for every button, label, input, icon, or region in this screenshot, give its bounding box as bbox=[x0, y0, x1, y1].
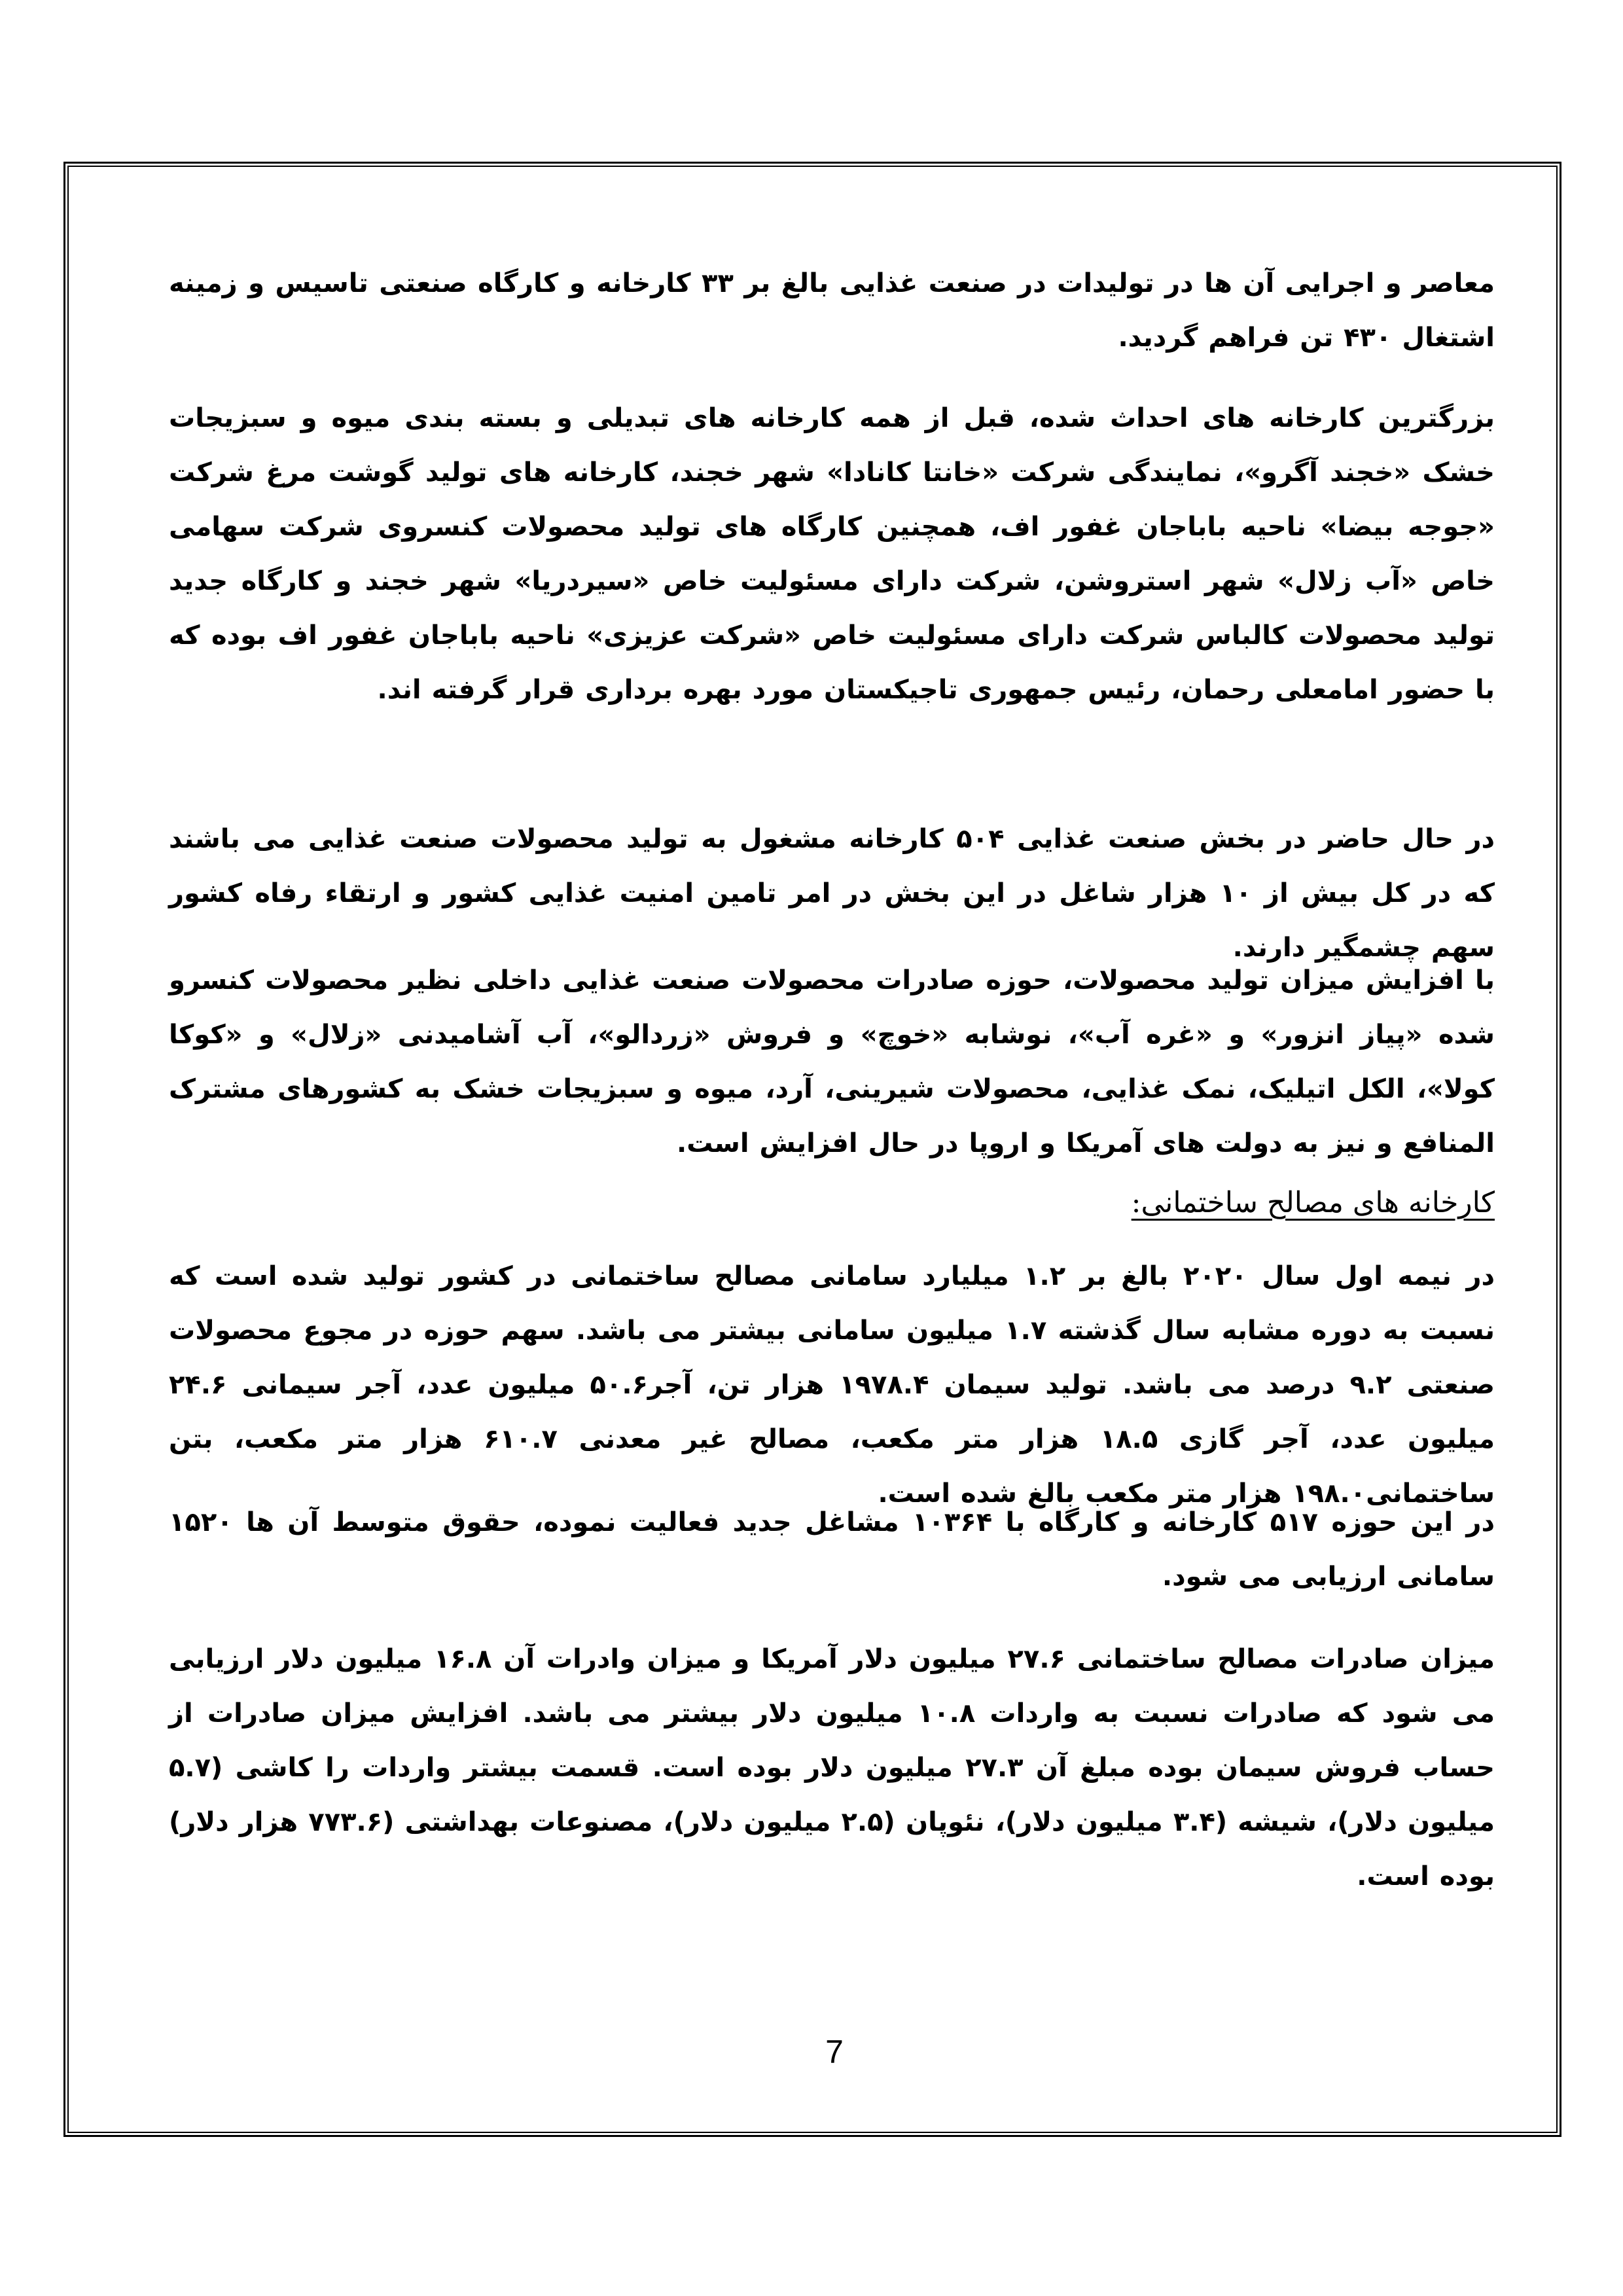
paragraph-current-food-sector: در حال حاضر در بخش صنعت غذایی ۵۰۴ کارخانه مشغول به تولید محصولات صنعت غذایی می باشند که در کل بیش از ۱۰ هزار شاغل در این بخش در امر تامین امنیت غذایی کشور و ارتقاء رفاه کشور سهم چشمگیر دارند. bbox=[169, 824, 1495, 963]
section-heading-building-materials: کارخانه های مصالح ساختمانی: bbox=[1131, 1186, 1495, 1219]
paragraph-food-industry-employment: معاصر و اجرایی آن ها در تولیدات در صنعت غذایی بالغ بر ۳۳ کارخانه و کارگاه صنعتی تاسیس و زمینه اشتغال ۴۳۰ تن فراهم گردید. bbox=[169, 268, 1495, 353]
paragraph-building-materials-employment: در این حوزه ۵۱۷ کارخانه و کارگاه با ۱۰۳۶۴ مشاغل جدید فعالیت نموده، حقوق متوسط آن ها ۱۵۲۰ سامانی ارزیابی می شود. bbox=[169, 1507, 1495, 1592]
paragraph-largest-factories: بزرگترین کارخانه های احداث شده، قبل از همه کارخانه های تبدیلی و بسته بندی میوه و سبزیجات خشک «خجند آگرو»، نمایندگی شرکت «خانتا کانادا» شهر خجند، کارخانه های تولید گوشت مرغ شرکت «جوجه بیضا» ناحیه باباجان غفور اف، همچنین کارگاه های تولید محصولات کنسروی شرکت سهامی خاص «آب زلال» شهر استروشن، شرکت دارای مسئولیت خاص «سیردریا» شهر خجند و کارگاه جدید تولید محصولات کالباس شرکت دارای مسئولیت خاص «شرکت عزیزی» ناحیه باباجان غفور اف بوده که با حضور امامعلی رحمان، رئیس جمهوری تاجیکستان مورد بهره برداری قرار گرفته اند. bbox=[169, 403, 1495, 705]
page-number: 7 bbox=[825, 2034, 844, 2070]
paragraph-food-exports: با افزایش میزان تولید محصولات، حوزه صادرات محصولات صنعت غذایی داخلی نظیر محصولات کنسرو شده «پیاز انزور» و «غره آب»، نوشابه «خوچ» و فروش «زردالو»، آب آشامیدنی «زلال» و «کوکا کولا»، الکل اتیلیک، نمک غذایی، محصولات شیرینی، آرد، میوه و سبزیجات خشک به کشورهای مشترک المنافع و نیز به دولت های آمریکا و اروپا در حال افزایش است. bbox=[169, 965, 1495, 1158]
paragraph-building-materials-production: در نیمه اول سال ۲۰۲۰ بالغ بر ۱.۲ میلیارد سامانی مصالح ساختمانی در کشور تولید شده است که نسبت به دوره مشابه سال گذشته ۱.۷ میلیون سامانی بیشتر می باشد. سهم حوزه در مجوع محصولات صنعتی ۹.۲ درصد می باشد. تولید سیمان ۱۹۷۸.۴ هزار تن، آجر۵۰.۶ میلیون عدد، آجر سیمانی ۲۴.۶ میلیون عدد، آجر گازی ۱۸.۵ هزار متر مکعب، مصالح غیر معدنی ۶۱۰.۷ هزار متر مکعب، بتن ساختمانی۱۹۸.۰ هزار متر مکعب بالغ شده است. bbox=[169, 1261, 1495, 1509]
paragraph-building-materials-trade: میزان صادرات مصالح ساختمانی ۲۷.۶ میلیون دلار آمریکا و میزان وادرات آن ۱۶.۸ میلیون دلار ارزیابی می شود که صادرات نسبت به واردات ۱۰.۸ میلیون دلار بیشتر می باشد. افزایش میزان صادرات از حساب فروش سیمان بوده مبلغ آن ۲۷.۳ میلیون دلار بوده است. قسمت بیشتر واردات را کاشی (۵.۷ میلیون دلار)، شیشه (۳.۴ میلیون دلار)، نئوپان (۲.۵ میلیون دلار)، مصنوعات بهداشتی (۷۷۳.۶ هزار دلار) بوده است. bbox=[169, 1644, 1495, 1892]
